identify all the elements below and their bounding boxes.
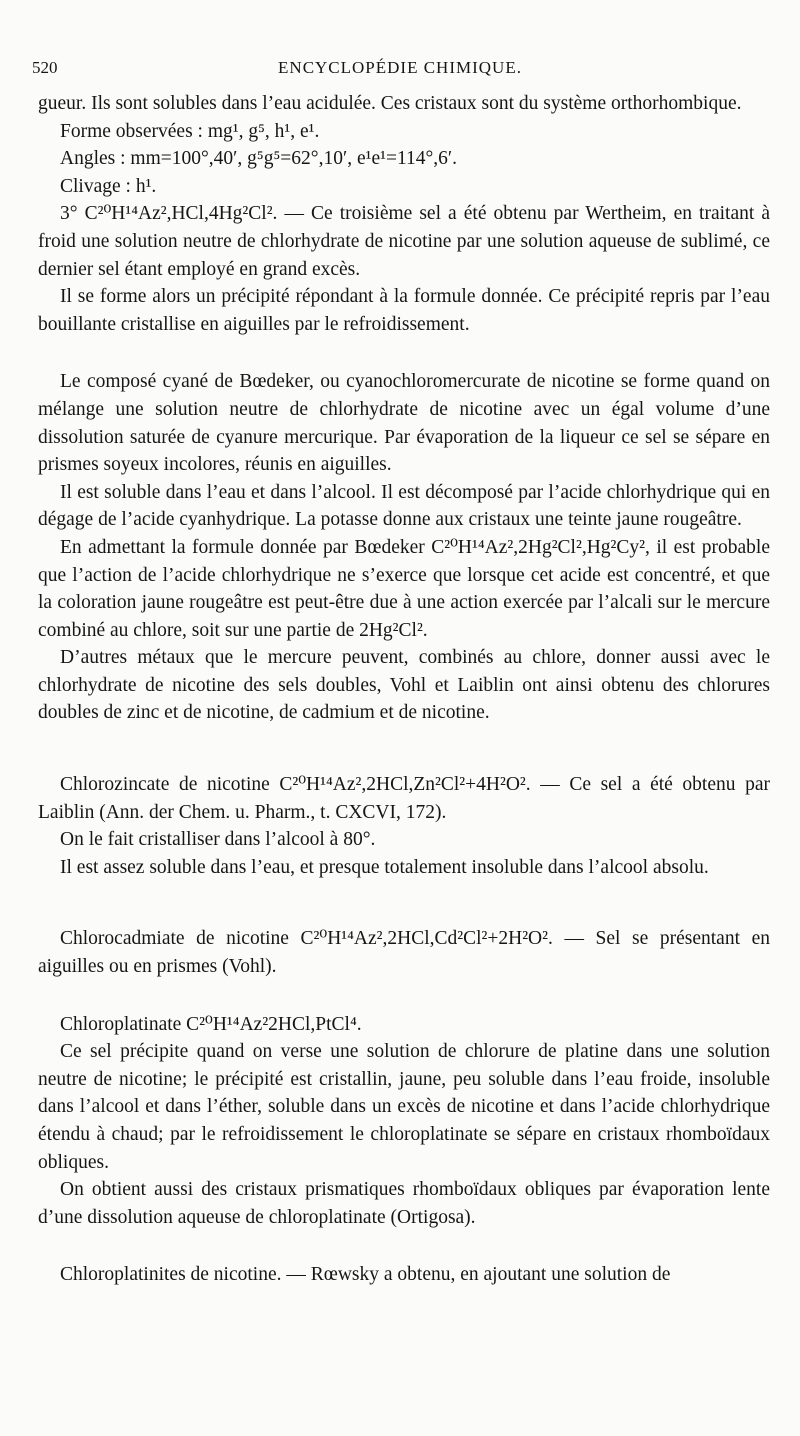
paragraph: Forme observées : mg¹, g⁵, h¹, e¹. xyxy=(60,120,320,142)
paragraph: Ce sel précipite quand on verse une solution de chlorure de platine dans une solution neutre de nicotine; le précipité est cristallin, jaune, peu soluble dans l’eau froide, insoluble dans l’alcool et dans l’éther, soluble dans un excès de nicotine et dans l’acide chlorhydrique étendu à chaud; par le refroidissement le chloroplatinate se sépare en cristaux rhomboïdaux obliques. xyxy=(38,1041,770,1173)
paragraph: On le fait cristalliser dans l’alcool à 80°. xyxy=(60,829,376,851)
paragraph: Le composé cyané de Bœdeker, ou cyanochloromercurate de nicotine se forme quand on mélange une solution neutre de chlorhydrate de nicotine avec un égal volume d’une dissolution saturée de cyanure mercurique. Par évaporation de la liqueur ce sel se sépare en prismes soyeux incolores, réunis en aiguilles. xyxy=(38,371,770,476)
paragraph: Clivage : h¹. xyxy=(60,175,157,197)
paragraph: Angles : mm=100°,40′, g⁵g⁵=62°,10′, e¹e¹=114°,6′. xyxy=(60,148,458,170)
paragraph: gueur. Ils sont solubles dans l’eau acidulée. Ces cristaux sont du système orthorhombique. xyxy=(38,93,742,114)
section-gap xyxy=(38,727,770,771)
section-gap xyxy=(38,881,770,925)
paragraph: Chlorocadmiate de nicotine C²⁰H¹⁴Az²,2HCl,Cd²Cl²+2H²O². — Sel se présentant en aiguilles ou en prismes (Vohl). xyxy=(38,928,770,978)
section-gap xyxy=(38,1231,770,1261)
page-number: 520 xyxy=(32,58,58,77)
paragraph: D’autres métaux que le mercure peuvent, combinés au chlore, donner aussi avec le chlorhydrate de nicotine des sels doubles, Vohl et Laiblin ont ainsi obtenu des chlorures doubles de zinc et de nicotine, de cadmium et de nicotine. xyxy=(38,647,770,724)
page-body xyxy=(38,90,770,1289)
paragraph: On obtient aussi des cristaux prismatiques rhomboïdaux obliques par évaporation lente d’une dissolution aqueuse de chloroplatinate (Ortigosa). xyxy=(38,1179,770,1228)
paragraph: Chloroplatinites de nicotine. — Rœwsky a obtenu, en ajoutant une solution de xyxy=(60,1264,671,1286)
paragraph: Il est assez soluble dans l’eau, et presque totalement insoluble dans l’alcool absolu. xyxy=(60,856,709,878)
paragraph: Il est soluble dans l’eau et dans l’alcool. Il est décomposé par l’acide chlorhydrique qui en dégage de l’acide cyanhydrique. La potasse donne aux cristaux une teinte jaune rougeâtre. xyxy=(38,481,770,531)
paragraph: Il se forme alors un précipité répondant à la formule donnée. Ce précipité repris par l’eau bouillante cristallise en aiguilles par le refroidissement. xyxy=(38,286,770,335)
running-title: ENCYCLOPÉDIE CHIMIQUE. xyxy=(278,58,522,77)
section-gap xyxy=(38,338,770,368)
page-header xyxy=(32,58,768,86)
paragraph: En admettant la formule donnée par Bœdeker C²⁰H¹⁴Az²,2Hg²Cl²,Hg²Cy², il est probable que l’action de l’acide chlorhydrique ne s’exerce que lorsque cet acide est concentré, et que la coloration jaune rougeâtre est peut-être due à une action exercée par l’alcali sur le mercure combiné au chlore, soit sur une partie de 2Hg²Cl². xyxy=(38,536,770,641)
paragraph: Chlorozincate de nicotine C²⁰H¹⁴Az²,2HCl,Zn²Cl²+4H²O². — Ce sel a été obtenu par Laiblin (Ann. der Chem. u. Pharm., t. CXCVI, 172). xyxy=(38,774,770,823)
section-gap xyxy=(38,981,770,1011)
paragraph: 3° C²⁰H¹⁴Az²,HCl,4Hg²Cl². — Ce troisième sel a été obtenu par Wertheim, en traitant à froid une solution neutre de chlorhydrate de nicotine par une solution aqueuse de sublimé, ce dernier sel étant employé en grand excès. xyxy=(38,203,770,280)
paragraph: Chloroplatinate C²⁰H¹⁴Az²2HCl,PtCl⁴. xyxy=(60,1013,362,1035)
